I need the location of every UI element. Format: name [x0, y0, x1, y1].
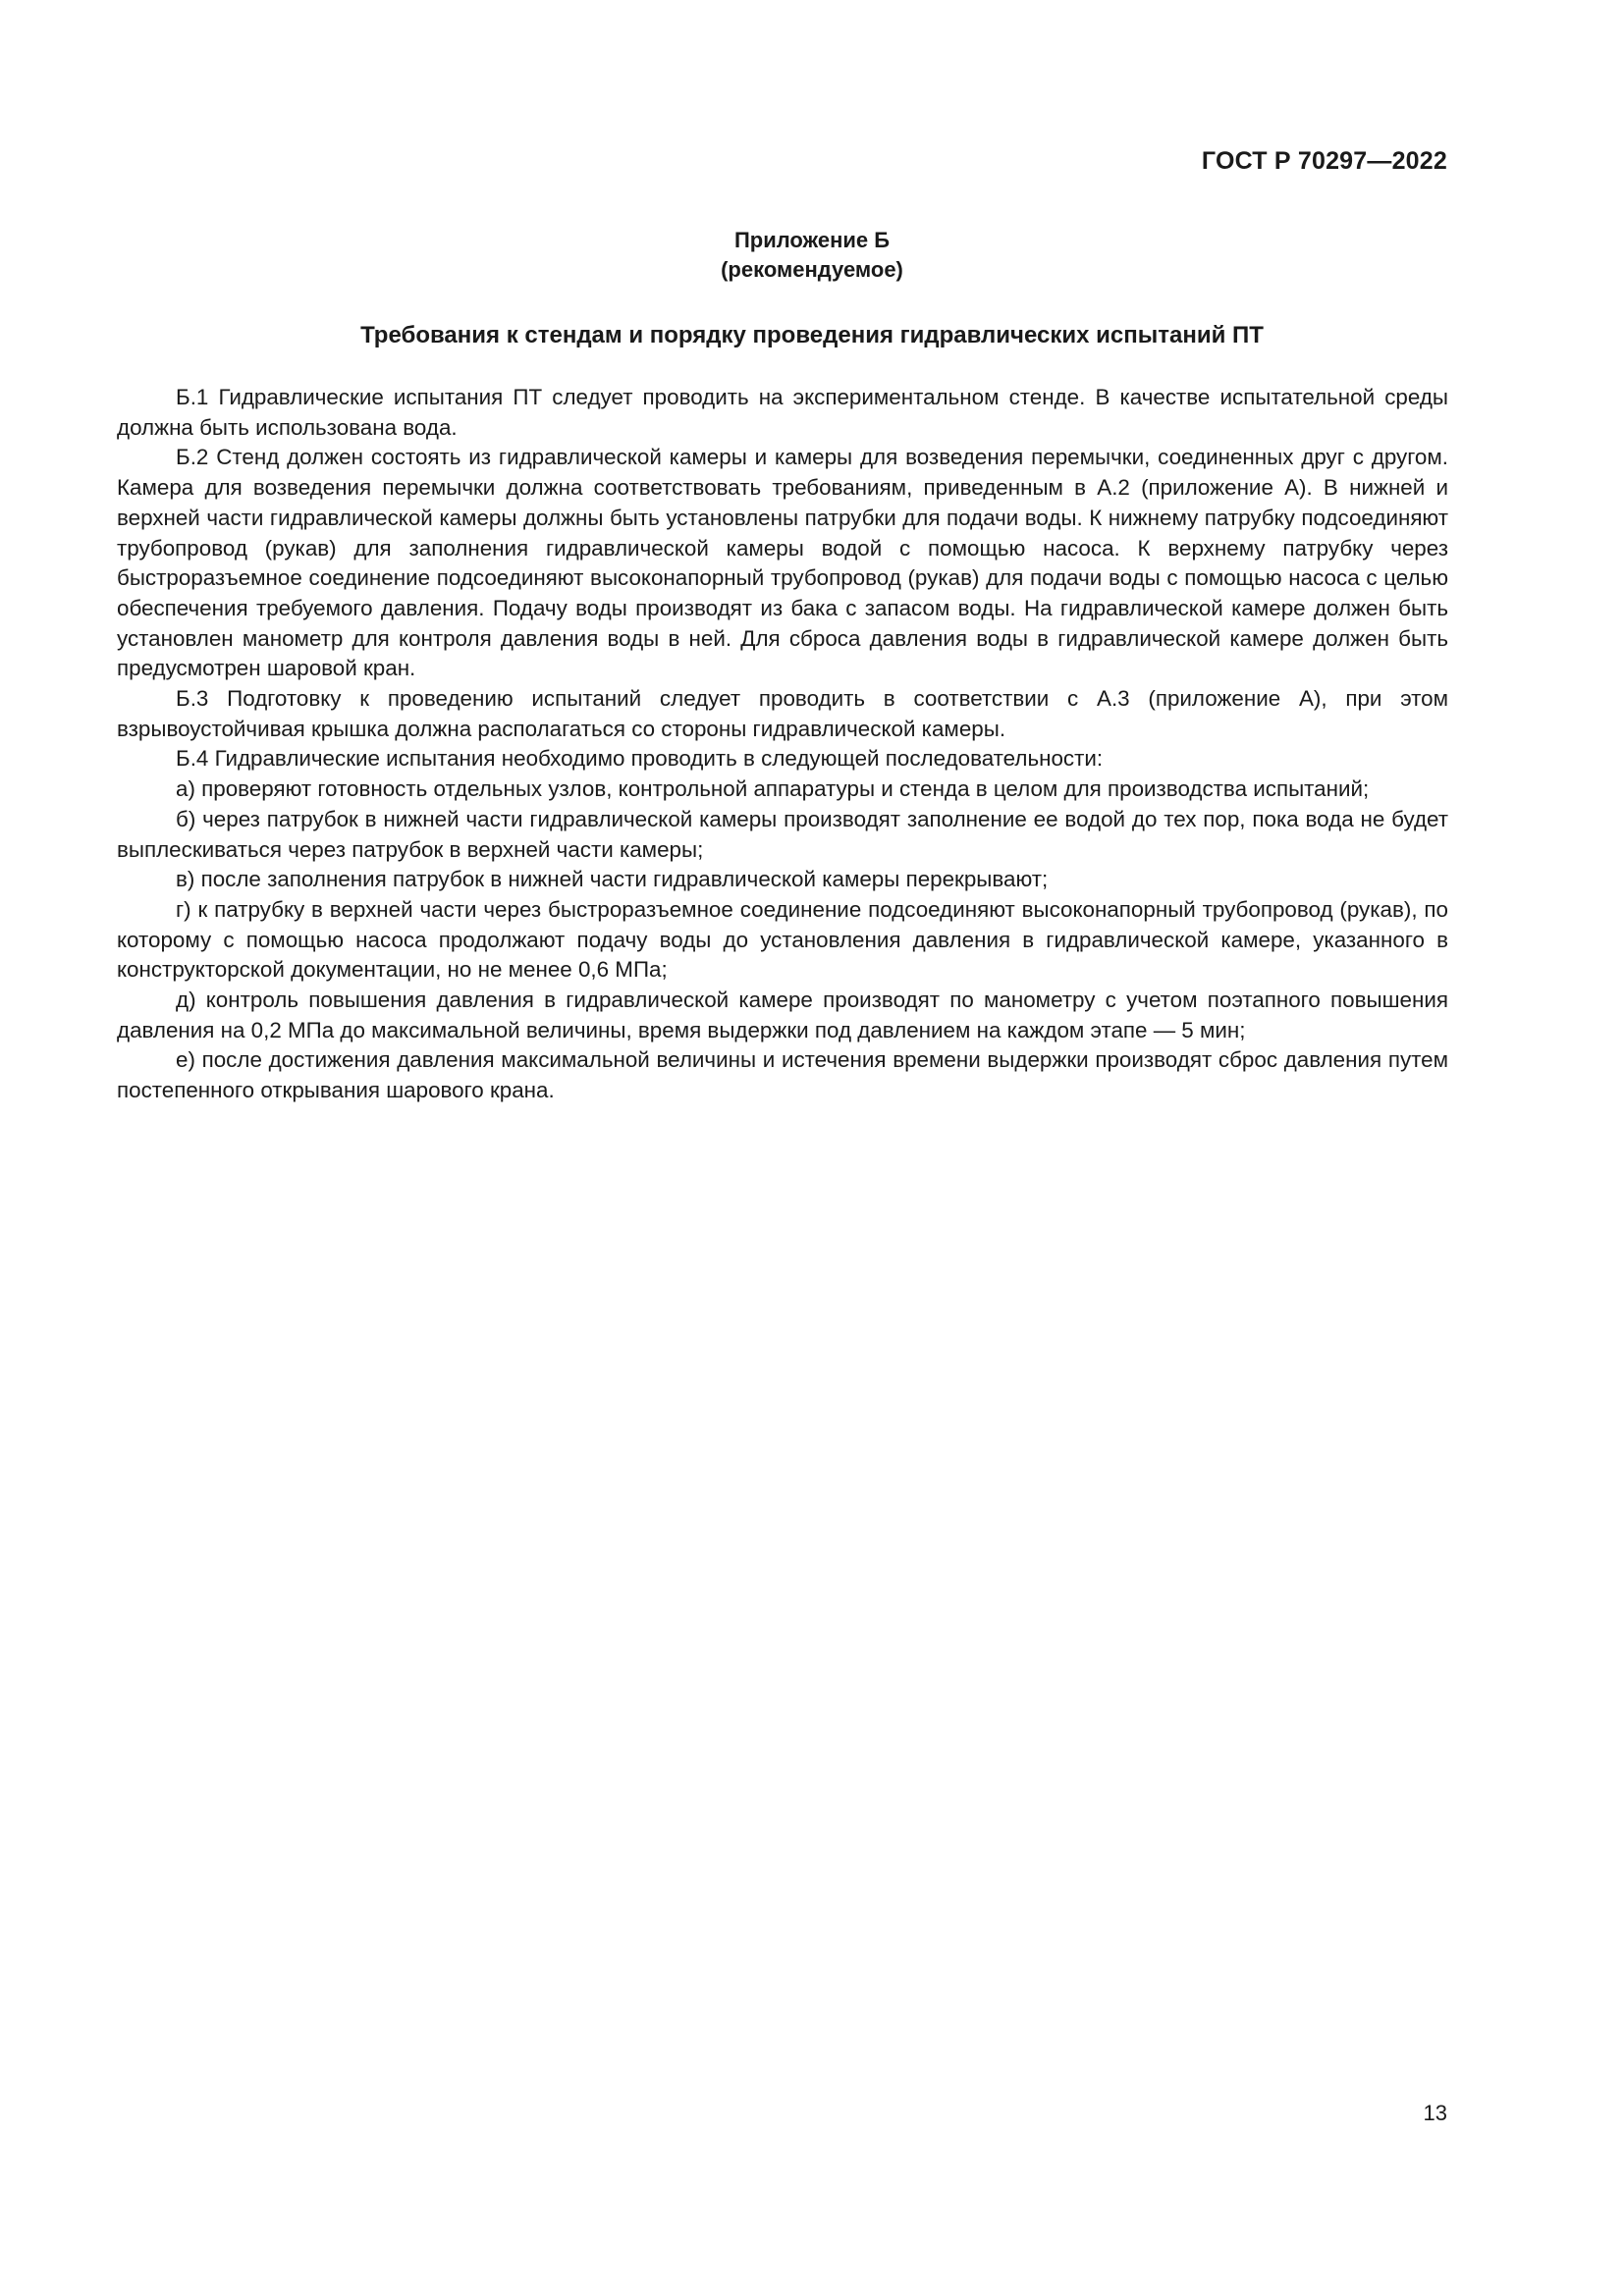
appendix-heading [0, 226, 1624, 285]
list-item-v: в) после заполнения патрубок в нижней части гидравлической камеры перекрывают; [176, 867, 1049, 892]
paragraph-b2: Б.2 Стенд должен состоять из гидравлической камеры и камеры для возведения перемычки, соединенных друг с другом. Камера для возведения перемычки должна соответствовать требованиям, приведенным в А.2 (приложение А). В нижней и верхней части гидравлической камеры должны быть установлены патрубки для подачи воды. К нижнему патрубку подсоединяют трубопровод (рукав) для заполнения гидравлической камеры водой с помощью насоса. К верхнему патрубку через быстроразъемное соединение подсоединяют высоконапорный трубопровод (рукав) для подачи воды с помощью насоса с целью обеспечения требуемого давления. Подачу воды производят из бака с запасом воды. На гидравлической камере должен быть установлен манометр для контроля давления воды в ней. Для сброса давления воды в гидравлической камере должен быть предусмотрен шаровой кран. [117, 445, 1448, 681]
section-title: Требования к стендам и порядку проведения гидравлических испытаний ПТ [360, 322, 1264, 348]
list-item-e: е) после достижения давления максимальной величины и истечения времени выдержки производят сброс давления путем постепенного открывания шарового крана. [117, 1047, 1448, 1103]
document-code: ГОСТ Р 70297—2022 [1201, 147, 1447, 175]
list-item-d: д) контроль повышения давления в гидравлической камере производят по манометру с учетом поэтапного повышения давления на 0,2 МПа до максимальной величины, время выдержки под давлением на каждом этапе — 5 мин; [117, 988, 1448, 1042]
appendix-title: Приложение Б [733, 228, 891, 252]
paragraph-b4: Б.4 Гидравлические испытания необходимо проводить в следующей последовательности: [176, 746, 1104, 772]
list-item-g: г) к патрубку в верхней части через быстроразъемное соединение подсоединяют высоконапорный трубопровод (рукав), по которому с помощью насоса продолжают подачу воды до установления давления в гидравлической камере, указанного в конструкторской документации, но не менее 0,6 МПа; [117, 896, 1448, 983]
paragraph-b3: Б.3 Подготовку к проведению испытаний следует проводить в соответствии с А.3 (приложение А), при этом взрывоустойчивая крышка должна располагаться со стороны гидравлической камеры. [117, 686, 1448, 741]
page-number: 13 [1423, 2101, 1447, 2125]
list-item-a: а) проверяют готовность отдельных узлов, контрольной аппаратуры и стенда в целом для производства испытаний; [176, 776, 1370, 802]
list-item-b: б) через патрубок в нижней части гидравлической камеры производят заполнение ее водой до тех пор, пока вода не будет выплескиваться через патрубок в верхней части камеры; [117, 806, 1448, 862]
appendix-status: (рекомендуемое) [721, 257, 903, 282]
paragraph-b1: Б.1 Гидравлические испытания ПТ следует проводить на экспериментальном стенде. В качестве испытательной среды должна быть использована вода. [117, 385, 1448, 440]
body-text [117, 383, 1448, 1106]
